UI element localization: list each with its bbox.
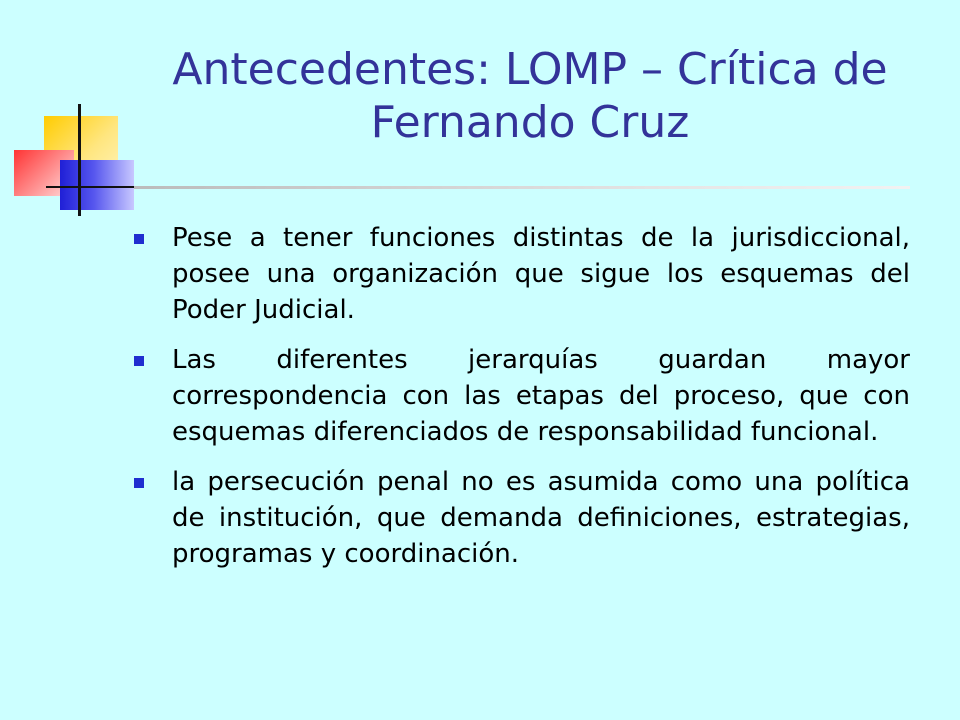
square-bullet-icon	[134, 356, 144, 366]
square-bullet-icon	[134, 234, 144, 244]
decorative-vertical-line	[78, 104, 81, 216]
title-underline	[134, 186, 910, 189]
slide-title: Antecedentes: LOMP – Crítica de Fernando Cruz	[172, 44, 888, 148]
bullet-text: la persecución penal no es asumida como una política de institución, que demanda definiciones, estrategias, programas y coordinación.	[172, 467, 910, 569]
square-bullet-icon	[134, 478, 144, 488]
bullet-text: Pese a tener funciones distintas de la jurisdiccional, posee una organización que sigue los esquemas del Poder Judicial.	[172, 223, 910, 325]
bullet-item	[134, 464, 910, 572]
bullet-item	[134, 220, 910, 328]
bullet-text: Las diferentes jerarquías guardan mayor correspondencia con las etapas del proceso, que con esquemas diferenciados de responsabilidad funcional.	[172, 345, 910, 447]
decorative-horizontal-line	[46, 186, 142, 188]
bullet-list	[134, 220, 910, 586]
bullet-item	[134, 342, 910, 450]
decorative-blue-square	[60, 160, 134, 210]
